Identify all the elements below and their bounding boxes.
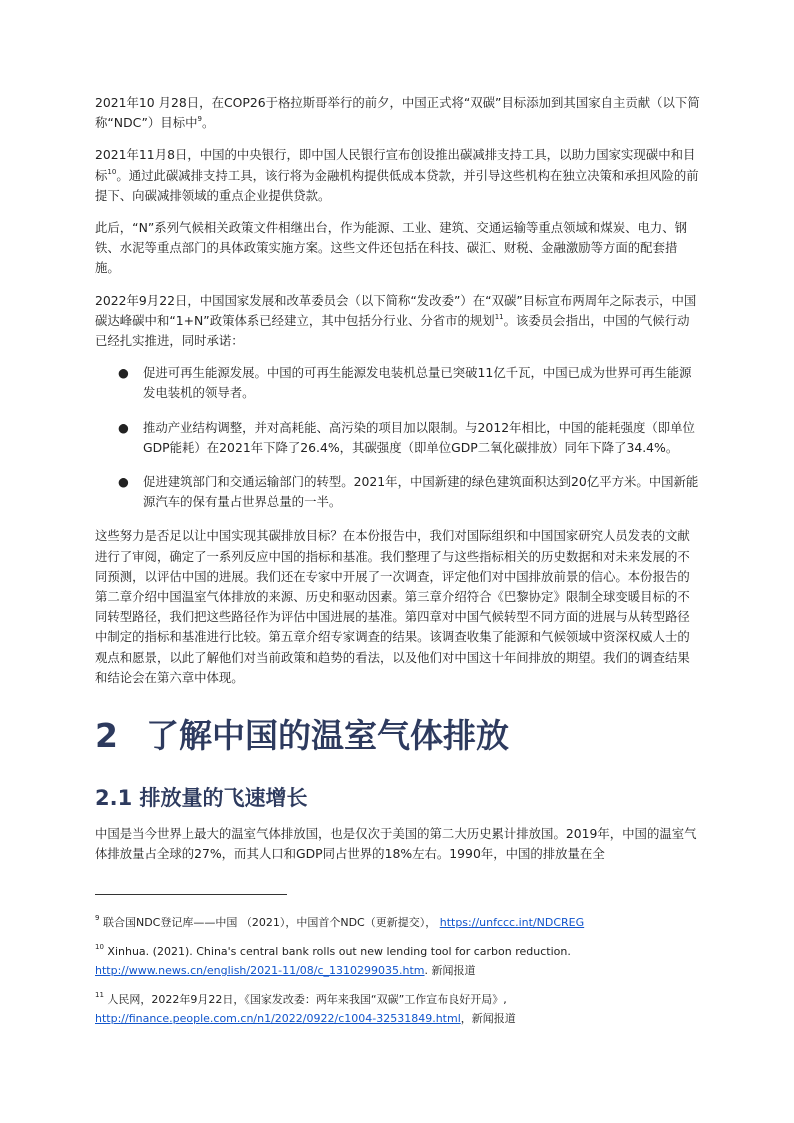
footnote-10-link[interactable]: http://www.news.cn/english/2021-11/08/c_1310299035.htm: [95, 964, 425, 977]
paragraph-emissions: 中国是当今世界上最大的温室气体排放国，也是仅次于美国的第二大历史累计排放国。2019年，中国的温室气体排放量占全球的27%，而其人口和GDP同占世界的18%左右。1990年，中国的排放量在全: [95, 826, 697, 862]
section-number: 2.1: [95, 786, 133, 811]
section-title: 排放量的飞速增长: [139, 786, 308, 811]
bullet-icon: ●: [118, 419, 129, 435]
footnote-9: $^9$ 联合国NDC登记库——中国 （2021），中国首个NDC（更新提交）， https://unfccc.int/NDCREG: [95, 914, 585, 929]
paragraph-report-overview: 这些努力是否足以让中国实现其碳排放目标？在本份报告中，我们对国际组织和中国国家研究人员发表的文献进行了审阅，确定了一系列反应中国的指标和基准。我们整理了与这些指标相关的历史数据和对未来发展的不同预测，以评估中国的进展。我们还在专家中开展了一次调查，评定他们对中国排放前景的信心。本份报告的第二章介绍中国温室气体排放的来源、历史和驱动因素。第三章介绍符合《巴黎协定》限制全球变暖目标的不同转型路径，我们把这些路径作为评估中国进展的基准。第四章对中国气候转型不同方面的进展与从转型路径中制定的指标和基准进行比较。第五章介绍专家调查的结果。该调查收集了能源和气候领域中资深权威人士的观点和愿景，以此了解他们对当前政策和趋势的看法，以及他们对中国这十年间排放的期望。我们的调查结果和结论会在第六章中体现。: [95, 528, 690, 685]
paragraph-ndc: 2021年10 月28日，在COP26于格拉斯哥举行的前夕，中国正式将“双碳”目标添加到其国家自主贡献（以下简称“NDC”）目标中$^9$。: [95, 95, 700, 131]
section-heading: [95, 784, 700, 812]
commitment-list: [95, 363, 700, 512]
paragraph-central-bank: 2021年11月8日，中国的中央银行，即中国人民银行宣布创设推出碳减排支持工具，以助力国家实现碳中和目标$^{10}$。通过此碳减排支持工具，该行将为金融机构提供低成本贷款，并引导这些机构在独立决策和承担风险的前提下、向碳减排领域的重点企业提供贷款。: [95, 147, 699, 203]
footnote-11-link[interactable]: http://finance.people.com.cn/n1/2022/0922/c1004-32531849.html: [95, 1012, 461, 1025]
bullet-icon: ●: [118, 474, 129, 490]
chapter-heading: [95, 716, 700, 756]
list-item: ● 推动产业结构调整，并对高耗能、高污染的项目加以限制。与2012年相比，中国的能耗强度（即单位GDP能耗）在2021年下降了26.4%，其碳强度（即单位GDP二氧化碳排放）同年下降了34.4%。: [118, 419, 695, 455]
footnote-divider: [95, 894, 287, 895]
list-item: ● 促进可再生能源发展。中国的可再生能源发电装机总量已突破11亿千瓦，中国已成为世界可再生能源发电装机的领导者。: [118, 365, 692, 401]
list-item: ● 促进建筑部门和交通运输部门的转型。2021年，中国新建的绿色建筑面积达到20亿平方米。中国新能源汽车的保有量占世界总量的一半。: [118, 474, 699, 510]
bullet-icon: ●: [118, 365, 129, 381]
footnotes: [95, 913, 700, 1038]
chapter-number: 2: [95, 716, 118, 756]
paragraph-n-series: 此后，“N”系列气候相关政策文件相继出台，作为能源、工业、建筑、交通运输等重点领域和煤炭、电力、钢铁、水泥等重点部门的具体政策实施方案。这些文件还包括在科技、碳汇、财税、金融激励等方面的配套措施。: [95, 220, 688, 276]
paragraph-ndrc: 2022年9月22日，中国国家发展和改革委员会（以下简称“发改委”）在“双碳”目标宣布两周年之际表示，中国碳达峰碳中和“1+N”政策体系已经建立，其中包括分行业、分省市的规划$^{11}$。该委员会指出，中国的气候行动已经扎实推进，同时承诺：: [95, 292, 697, 349]
footnote-10: $^{10}$ Xinhua. (2021). China's central bank rolls out new lending tool for carbon reduction. http://www.news.cn/english/2021-11/08/c_1310299035.htm. 新闻报道: [95, 943, 571, 977]
footnote-ref-11[interactable]: 11: [494, 312, 504, 321]
footnote-ref-9[interactable]: 9: [197, 115, 202, 124]
footnote-9-link[interactable]: https://unfccc.int/NDCREG: [439, 916, 585, 929]
main-content: [95, 93, 700, 876]
footnote-11: $^{11}$ 人民网，2022年9月22日，《国家发改委：两年来我国“双碳”工作宣布良好开局》, http://finance.people.com.cn/n1/2022/0922/c1004-32531849.html，新闻报道: [95, 991, 516, 1025]
chapter-title: 了解中国的温室气体排放: [146, 716, 509, 756]
footnote-ref-10[interactable]: 10: [107, 167, 117, 176]
